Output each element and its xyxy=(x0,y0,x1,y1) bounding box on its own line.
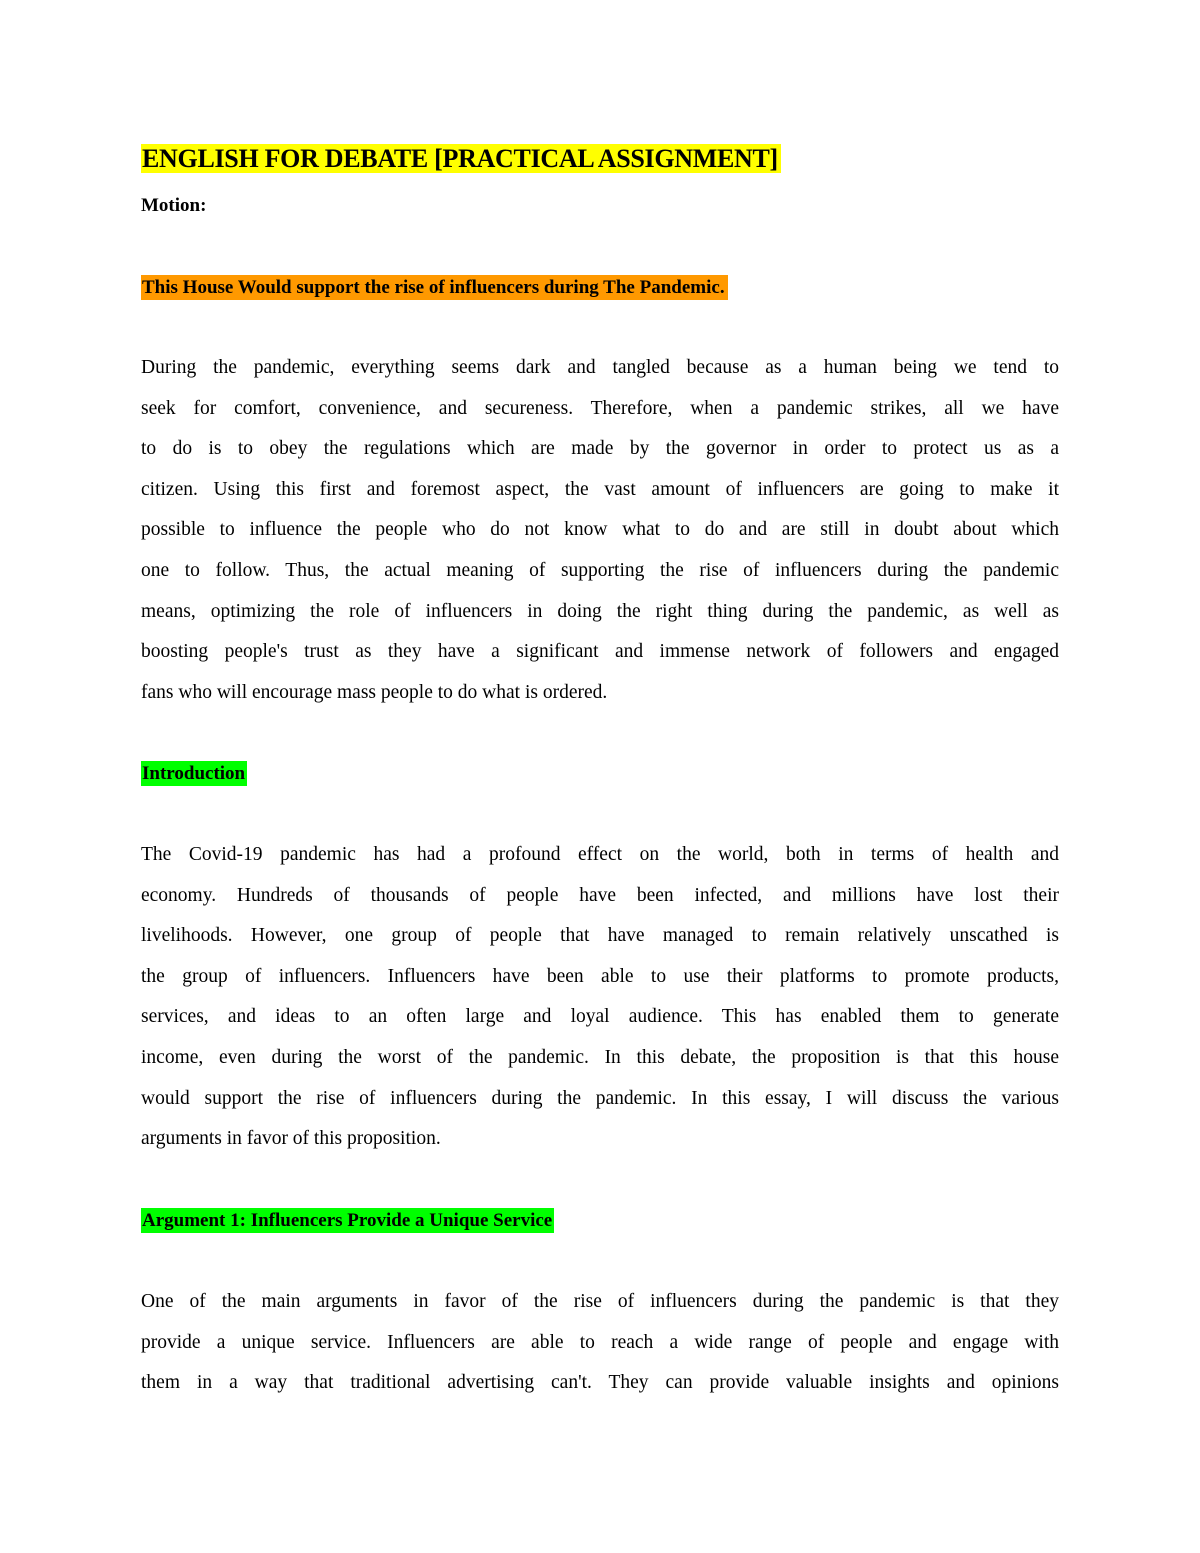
paragraph-line: seek for comfort, convenience, and secureness. Therefore, when a pandemic strikes, all we have xyxy=(141,397,1059,419)
paragraph-opening xyxy=(141,348,1059,713)
paragraph-line: them in a way that traditional advertising can't. They can provide valuable insights and opinions xyxy=(141,1372,1059,1394)
paragraph-line: One of the main arguments in favor of the rise of influencers during the pandemic is that they xyxy=(141,1291,1059,1312)
paragraph-line: arguments in favor of this proposition. xyxy=(141,1128,441,1150)
motion-label: Motion: xyxy=(141,195,207,216)
paragraph-argument-1 xyxy=(141,1282,1059,1404)
paragraph-line: economy. Hundreds of thousands of people have been infected, and millions have lost their xyxy=(141,884,1059,906)
paragraph-line: The Covid-19 pandemic has had a profound effect on the world, both in terms of health and xyxy=(141,844,1059,865)
motion-statement xyxy=(141,274,728,302)
paragraph-line: services, and ideas to an often large and loyal audience. This has enabled them to generate xyxy=(141,1006,1059,1028)
paragraph-line: to do is to obey the regulations which are made by the governor in order to protect us as a xyxy=(141,438,1059,460)
paragraph-line: livelihoods. However, one group of people that have managed to remain relatively unscathed is xyxy=(141,925,1059,947)
paragraph-line: one to follow. Thus, the actual meaning of supporting the rise of influencers during the pandemic xyxy=(141,559,1059,581)
heading-introduction xyxy=(141,760,247,788)
paragraph-line: citizen. Using this first and foremost aspect, the vast amount of influencers are going to make it xyxy=(141,478,1059,500)
paragraph-line: During the pandemic, everything seems dark and tangled because as a human being we tend to xyxy=(141,357,1059,378)
paragraph-line: fans who will encourage mass people to do what is ordered. xyxy=(141,681,608,703)
paragraph-line: means, optimizing the role of influencers in doing the right thing during the pandemic, as well as xyxy=(141,600,1059,622)
document-title-text: ENGLISH FOR DEBATE [PRACTICAL ASSIGNMENT] xyxy=(141,144,781,173)
heading-argument-1-text: Argument 1: Influencers Provide a Unique Service xyxy=(142,1210,553,1231)
paragraph-line: possible to influence the people who do not know what to do and are still in doubt about which xyxy=(141,519,1059,541)
heading-introduction-text: Introduction xyxy=(142,763,246,784)
paragraph-line: provide a unique service. Influencers are able to reach a wide range of people and engage with xyxy=(141,1331,1059,1353)
paragraph-line: would support the rise of influencers during the pandemic. In this essay, I will discuss the various xyxy=(141,1087,1059,1109)
paragraph-line: the group of influencers. Influencers have been able to use their platforms to promote products, xyxy=(141,965,1059,987)
document-title xyxy=(141,141,781,177)
paragraph-line: income, even during the worst of the pandemic. In this debate, the proposition is that this house xyxy=(141,1046,1059,1068)
paragraph-line: boosting people's trust as they have a significant and immense network of followers and engaged xyxy=(141,641,1059,663)
motion-statement-text: This House Would support the rise of influencers during The Pandemic. xyxy=(141,275,728,300)
paragraph-introduction xyxy=(141,835,1059,1160)
heading-argument-1 xyxy=(141,1207,554,1235)
